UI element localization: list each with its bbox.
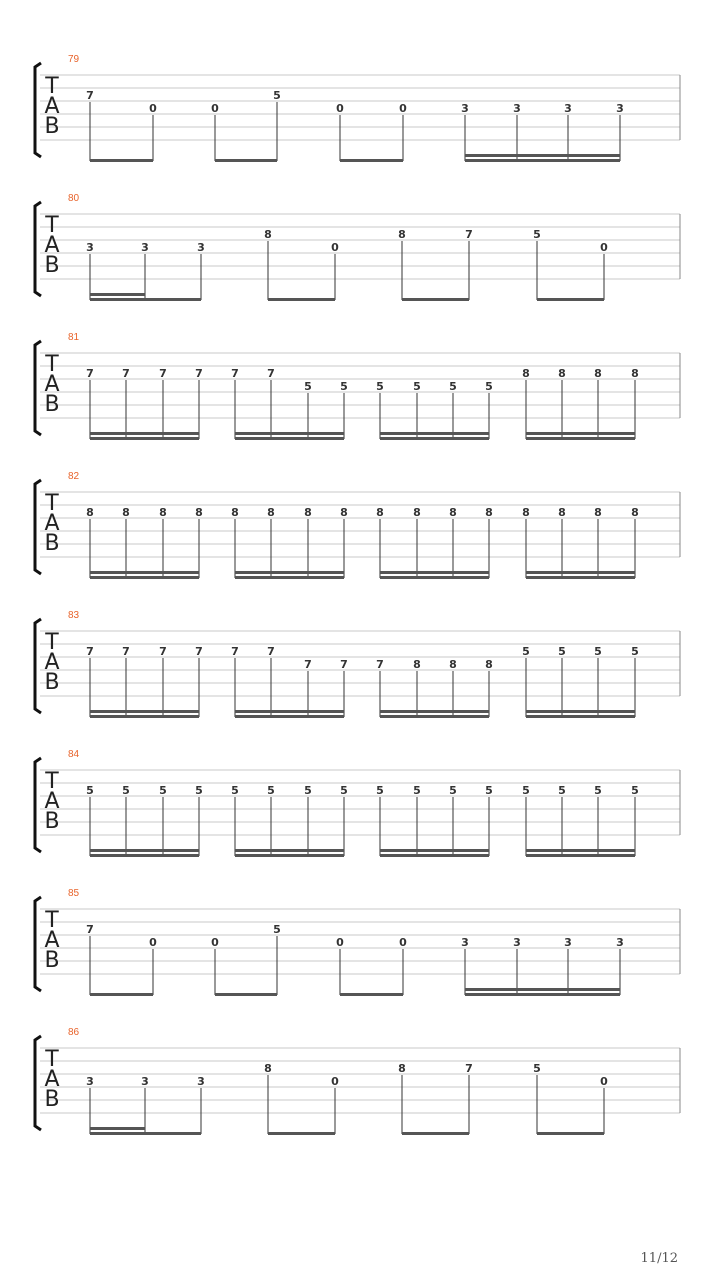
secondary-beam xyxy=(465,988,517,991)
fret-number: 0 xyxy=(600,1075,608,1088)
fret-number: 7 xyxy=(340,658,348,671)
secondary-beam xyxy=(271,849,308,852)
fret-number: 3 xyxy=(564,936,572,949)
beam xyxy=(268,298,335,301)
beam xyxy=(235,437,344,440)
fret-number: 8 xyxy=(122,506,130,519)
secondary-beam xyxy=(517,988,568,991)
fret-number: 5 xyxy=(631,784,639,797)
secondary-beam xyxy=(126,432,163,435)
fret-number: 3 xyxy=(564,102,572,115)
system-bracket xyxy=(35,341,41,435)
secondary-beam xyxy=(417,849,453,852)
tab-clef-letter: B xyxy=(44,809,60,834)
fret-number: 7 xyxy=(86,923,94,936)
secondary-beam xyxy=(562,571,598,574)
beam xyxy=(90,159,153,162)
secondary-beam xyxy=(126,849,163,852)
fret-number: 8 xyxy=(376,506,384,519)
fret-number: 8 xyxy=(267,506,275,519)
fret-number: 8 xyxy=(264,228,272,241)
fret-number: 7 xyxy=(267,367,275,380)
fret-number: 8 xyxy=(86,506,94,519)
fret-number: 7 xyxy=(195,367,203,380)
tab-clef-letter: A xyxy=(44,928,60,953)
fret-number: 5 xyxy=(449,380,457,393)
secondary-beam xyxy=(308,571,344,574)
fret-number: 5 xyxy=(195,784,203,797)
beam xyxy=(402,1132,469,1135)
secondary-beam xyxy=(380,571,417,574)
measure-number: 79 xyxy=(68,54,80,65)
tab-clef-letter: T xyxy=(45,352,59,377)
beam xyxy=(90,298,201,301)
fret-number: 5 xyxy=(273,89,281,102)
secondary-beam xyxy=(90,849,126,852)
secondary-beam xyxy=(453,571,489,574)
fret-number: 3 xyxy=(616,102,624,115)
system-bracket xyxy=(35,1036,41,1130)
beam xyxy=(215,993,277,996)
system-bracket xyxy=(35,63,41,157)
secondary-beam xyxy=(271,710,308,713)
fret-number: 7 xyxy=(195,645,203,658)
beam xyxy=(465,159,620,162)
secondary-beam xyxy=(308,710,344,713)
beam xyxy=(90,1132,201,1135)
fret-number: 0 xyxy=(600,241,608,254)
secondary-beam xyxy=(526,432,562,435)
fret-number: 5 xyxy=(273,923,281,936)
secondary-beam xyxy=(163,571,199,574)
fret-number: 5 xyxy=(340,380,348,393)
fret-number: 5 xyxy=(413,380,421,393)
fret-number: 8 xyxy=(631,367,639,380)
fret-number: 3 xyxy=(197,241,205,254)
secondary-beam xyxy=(562,710,598,713)
fret-number: 8 xyxy=(631,506,639,519)
secondary-beam xyxy=(308,849,344,852)
tab-clef-letter: A xyxy=(44,511,60,536)
secondary-beam xyxy=(235,432,271,435)
fret-number: 3 xyxy=(461,936,469,949)
secondary-beam xyxy=(453,710,489,713)
fret-number: 5 xyxy=(86,784,94,797)
fret-number: 5 xyxy=(485,784,493,797)
beam xyxy=(380,437,489,440)
fret-number: 8 xyxy=(558,506,566,519)
fret-number: 5 xyxy=(376,784,384,797)
secondary-beam xyxy=(526,710,562,713)
secondary-beam xyxy=(526,571,562,574)
beam xyxy=(235,715,344,718)
tab-clef-letter: A xyxy=(44,372,60,397)
fret-number: 5 xyxy=(533,228,541,241)
secondary-beam xyxy=(380,710,417,713)
measure-number: 84 xyxy=(68,749,80,760)
beam xyxy=(537,1132,604,1135)
fret-number: 5 xyxy=(449,784,457,797)
system-bracket xyxy=(35,480,41,574)
beam xyxy=(340,159,403,162)
beam xyxy=(90,576,199,579)
beam xyxy=(380,715,489,718)
tab-clef-letter: B xyxy=(44,531,60,556)
beam xyxy=(537,298,604,301)
secondary-beam xyxy=(598,432,635,435)
tab-clef-letter: A xyxy=(44,650,60,675)
system-bracket xyxy=(35,897,41,991)
secondary-beam xyxy=(380,432,417,435)
fret-number: 5 xyxy=(594,645,602,658)
fret-number: 8 xyxy=(264,1062,272,1075)
fret-number: 8 xyxy=(398,228,406,241)
secondary-beam xyxy=(417,432,453,435)
secondary-beam xyxy=(417,571,453,574)
beam xyxy=(526,715,635,718)
beam xyxy=(526,576,635,579)
tab-clef-letter: B xyxy=(44,114,60,139)
fret-number: 5 xyxy=(594,784,602,797)
fret-number: 0 xyxy=(336,102,344,115)
fret-number: 8 xyxy=(413,658,421,671)
tab-clef-letter: T xyxy=(45,769,59,794)
beam xyxy=(380,576,489,579)
fret-number: 5 xyxy=(304,784,312,797)
fret-number: 8 xyxy=(485,506,493,519)
beam xyxy=(90,437,199,440)
secondary-beam xyxy=(308,432,344,435)
fret-number: 8 xyxy=(594,367,602,380)
fret-number: 0 xyxy=(149,936,157,949)
beam xyxy=(215,159,277,162)
tab-clef-letter: B xyxy=(44,1087,60,1112)
tab-clef-letter: T xyxy=(45,908,59,933)
secondary-beam xyxy=(90,293,145,296)
fret-number: 3 xyxy=(513,936,521,949)
beam xyxy=(90,715,199,718)
secondary-beam xyxy=(526,849,562,852)
secondary-beam xyxy=(163,432,199,435)
tab-clef-letter: B xyxy=(44,670,60,695)
tab-clef-letter: T xyxy=(45,1047,59,1072)
secondary-beam xyxy=(562,849,598,852)
fret-number: 7 xyxy=(304,658,312,671)
fret-number: 8 xyxy=(340,506,348,519)
fret-number: 5 xyxy=(558,784,566,797)
beam xyxy=(235,576,344,579)
fret-number: 7 xyxy=(231,367,239,380)
fret-number: 8 xyxy=(449,506,457,519)
fret-number: 7 xyxy=(231,645,239,658)
secondary-beam xyxy=(598,710,635,713)
secondary-beam xyxy=(380,849,417,852)
fret-number: 5 xyxy=(267,784,275,797)
fret-number: 8 xyxy=(231,506,239,519)
fret-number: 5 xyxy=(558,645,566,658)
beam xyxy=(380,854,489,857)
secondary-beam xyxy=(568,988,620,991)
tab-clef-letter: A xyxy=(44,789,60,814)
fret-number: 5 xyxy=(304,380,312,393)
fret-number: 5 xyxy=(522,784,530,797)
beam xyxy=(235,854,344,857)
fret-number: 7 xyxy=(122,367,130,380)
secondary-beam xyxy=(163,710,199,713)
fret-number: 3 xyxy=(141,241,149,254)
beam xyxy=(268,1132,335,1135)
fret-number: 3 xyxy=(86,1075,94,1088)
fret-number: 7 xyxy=(86,367,94,380)
fret-number: 8 xyxy=(558,367,566,380)
fret-number: 7 xyxy=(159,645,167,658)
measure-number: 82 xyxy=(68,471,80,482)
fret-number: 5 xyxy=(159,784,167,797)
page-number: 11/12 xyxy=(640,1251,678,1266)
beam xyxy=(526,854,635,857)
tab-clef-letter: T xyxy=(45,491,59,516)
fret-number: 7 xyxy=(122,645,130,658)
secondary-beam xyxy=(126,710,163,713)
fret-number: 0 xyxy=(331,1075,339,1088)
tab-clef-letter: B xyxy=(44,253,60,278)
fret-number: 5 xyxy=(231,784,239,797)
fret-number: 5 xyxy=(122,784,130,797)
secondary-beam xyxy=(568,154,620,157)
secondary-beam xyxy=(465,154,517,157)
secondary-beam xyxy=(235,571,271,574)
beam xyxy=(402,298,469,301)
secondary-beam xyxy=(90,432,126,435)
fret-number: 8 xyxy=(522,506,530,519)
fret-number: 5 xyxy=(533,1062,541,1075)
fret-number: 7 xyxy=(465,1062,473,1075)
system-bracket xyxy=(35,202,41,296)
measure-number: 80 xyxy=(68,193,80,204)
fret-number: 3 xyxy=(141,1075,149,1088)
fret-number: 5 xyxy=(631,645,639,658)
fret-number: 8 xyxy=(398,1062,406,1075)
secondary-beam xyxy=(90,571,126,574)
fret-number: 8 xyxy=(159,506,167,519)
secondary-beam xyxy=(235,849,271,852)
measure-number: 86 xyxy=(68,1027,80,1038)
fret-number: 5 xyxy=(413,784,421,797)
measure-number: 85 xyxy=(68,888,80,899)
tab-clef-letter: T xyxy=(45,74,59,99)
fret-number: 3 xyxy=(86,241,94,254)
secondary-beam xyxy=(271,432,308,435)
fret-number: 8 xyxy=(195,506,203,519)
beam xyxy=(465,993,620,996)
secondary-beam xyxy=(598,849,635,852)
fret-number: 0 xyxy=(399,936,407,949)
fret-number: 5 xyxy=(376,380,384,393)
secondary-beam xyxy=(517,154,568,157)
fret-number: 5 xyxy=(340,784,348,797)
secondary-beam xyxy=(90,1127,145,1130)
secondary-beam xyxy=(417,710,453,713)
secondary-beam xyxy=(235,710,271,713)
measure-number: 83 xyxy=(68,610,80,621)
system-bracket xyxy=(35,619,41,713)
fret-number: 3 xyxy=(197,1075,205,1088)
tab-clef-letter: B xyxy=(44,392,60,417)
tab-clef-letter: A xyxy=(44,94,60,119)
tab-clef-letter: A xyxy=(44,233,60,258)
tab-clef-letter: T xyxy=(45,213,59,238)
fret-number: 7 xyxy=(465,228,473,241)
secondary-beam xyxy=(453,849,489,852)
fret-number: 7 xyxy=(86,645,94,658)
fret-number: 3 xyxy=(461,102,469,115)
secondary-beam xyxy=(453,432,489,435)
secondary-beam xyxy=(271,571,308,574)
fret-number: 0 xyxy=(331,241,339,254)
beam xyxy=(526,437,635,440)
fret-number: 5 xyxy=(522,645,530,658)
secondary-beam xyxy=(562,432,598,435)
secondary-beam xyxy=(90,710,126,713)
secondary-beam xyxy=(126,571,163,574)
fret-number: 0 xyxy=(399,102,407,115)
beam xyxy=(90,854,199,857)
fret-number: 5 xyxy=(485,380,493,393)
fret-number: 8 xyxy=(522,367,530,380)
measure-number: 81 xyxy=(68,332,80,343)
fret-number: 8 xyxy=(413,506,421,519)
fret-number: 8 xyxy=(485,658,493,671)
fret-number: 7 xyxy=(267,645,275,658)
fret-number: 0 xyxy=(149,102,157,115)
secondary-beam xyxy=(598,571,635,574)
fret-number: 3 xyxy=(616,936,624,949)
fret-number: 8 xyxy=(449,658,457,671)
fret-number: 8 xyxy=(304,506,312,519)
tab-clef-letter: A xyxy=(44,1067,60,1092)
fret-number: 7 xyxy=(159,367,167,380)
beam xyxy=(90,993,153,996)
beam xyxy=(340,993,403,996)
tab-clef-letter: T xyxy=(45,630,59,655)
fret-number: 0 xyxy=(336,936,344,949)
fret-number: 8 xyxy=(594,506,602,519)
fret-number: 3 xyxy=(513,102,521,115)
system-bracket xyxy=(35,758,41,852)
fret-number: 7 xyxy=(376,658,384,671)
fret-number: 7 xyxy=(86,89,94,102)
tab-clef-letter: B xyxy=(44,948,60,973)
fret-number: 0 xyxy=(211,102,219,115)
fret-number: 0 xyxy=(211,936,219,949)
secondary-beam xyxy=(163,849,199,852)
